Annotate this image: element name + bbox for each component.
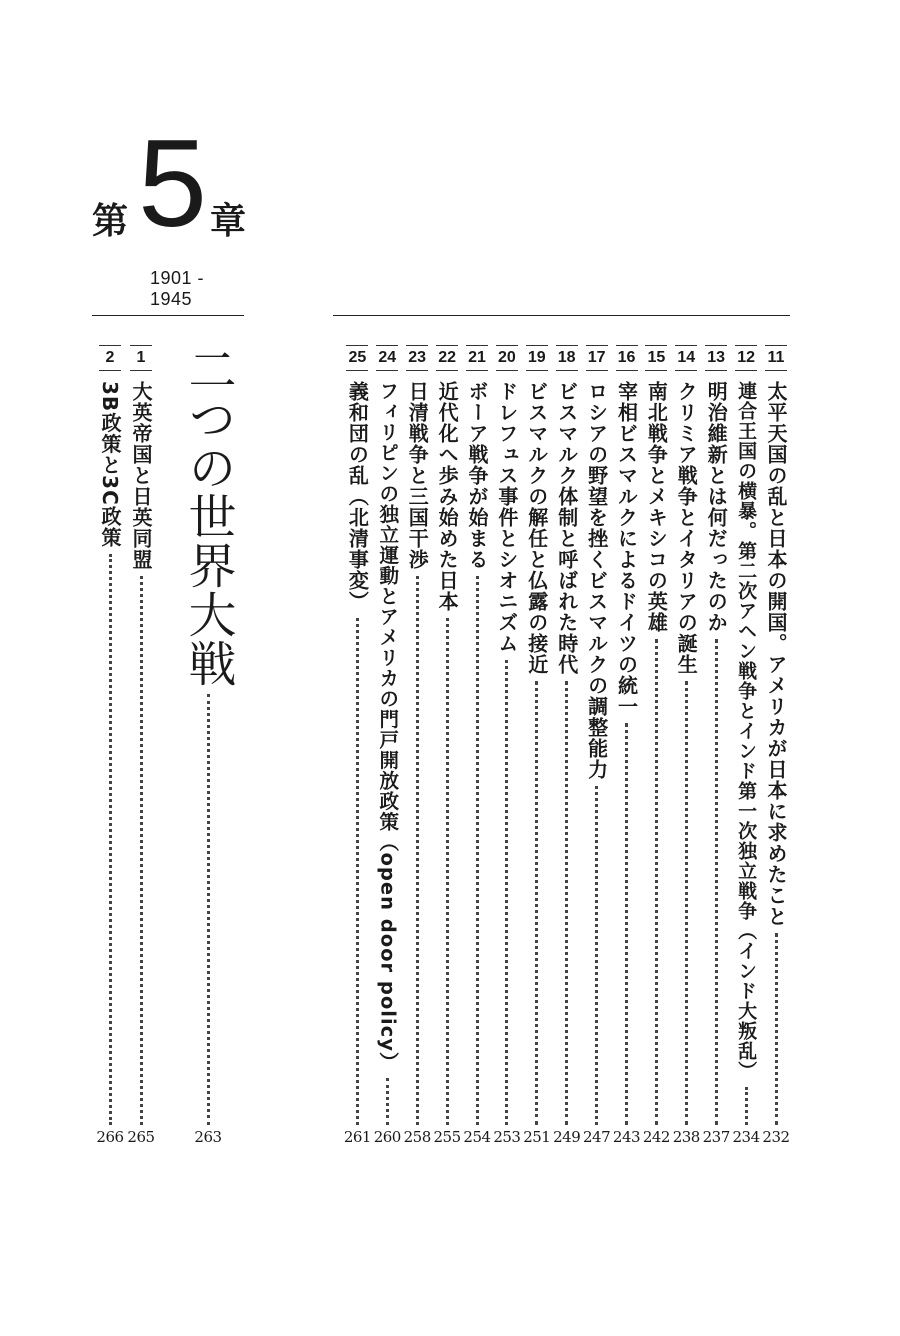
toc-entry[interactable] (127, 345, 155, 1125)
dot-leader (416, 576, 419, 1125)
entry-number: 22 (436, 345, 458, 371)
dot-leader (386, 1078, 389, 1125)
entry-title: 3B政策と3C政策 (98, 381, 122, 548)
chapter-suffix: 章 (210, 201, 247, 242)
page-number: 263 (194, 1128, 222, 1146)
dot-leader (655, 639, 658, 1125)
page-number: 251 (523, 1128, 551, 1146)
dot-leader (356, 618, 359, 1125)
page-number: 255 (433, 1128, 461, 1146)
toc-entry[interactable] (642, 345, 670, 1125)
entry-title: 明治維新とは何だったのか (704, 381, 729, 633)
entry-number: 16 (616, 345, 638, 371)
entry-number: 18 (556, 345, 578, 371)
page-number: 265 (127, 1128, 155, 1146)
entry-title: ボーア戦争が始まる (465, 381, 489, 570)
dot-leader (476, 576, 479, 1125)
entry-title: クリミア戦争とイタリアの誕生 (674, 381, 699, 675)
page-number: 232 (762, 1128, 790, 1146)
entry-number: 1 (130, 345, 152, 371)
page-number: 254 (463, 1128, 491, 1146)
dot-leader (715, 639, 718, 1125)
dot-leader (535, 681, 538, 1125)
toc-entry[interactable] (493, 345, 521, 1125)
entry-number: 11 (765, 345, 787, 371)
entry-title: フィリピンの独立運動とアメリカの門戸開放政策（open door policy） (376, 381, 400, 1073)
entry-number: 2 (99, 345, 121, 371)
page-number: 237 (702, 1128, 730, 1146)
toc-entry[interactable] (732, 345, 760, 1125)
entry-title: 南北戦争とメキシコの英雄 (644, 381, 669, 633)
entry-title: 近代化へ歩み始めた日本 (435, 381, 460, 612)
dot-leader (625, 723, 628, 1125)
entry-number: 14 (675, 345, 697, 371)
entry-title: 大英帝国と日英同盟 (129, 381, 153, 570)
part-title-column[interactable] (180, 345, 236, 1125)
part-title: 二つの世界大戦 (180, 345, 236, 688)
entry-number: 19 (526, 345, 548, 371)
page-number: 260 (373, 1128, 401, 1146)
dot-leader (745, 1087, 748, 1125)
entry-title: 日清戦争と三国干渉 (405, 381, 430, 570)
entry-title: ドレフュス事件とシオニズム (494, 381, 519, 654)
page-number: 253 (493, 1128, 521, 1146)
entry-number: 25 (346, 345, 368, 371)
entry-number: 12 (735, 345, 757, 371)
toc-entry[interactable] (96, 345, 124, 1125)
entry-number: 21 (466, 345, 488, 371)
page-numbers-row (0, 1128, 900, 1158)
entry-number: 23 (406, 345, 428, 371)
toc-entry[interactable] (762, 345, 790, 1125)
dot-leader (565, 681, 568, 1125)
chapter-prefix: 第 (92, 201, 129, 242)
entry-title: 太平天国の乱と日本の開国。アメリカが日本に求めたこと (764, 381, 788, 927)
page-number: 242 (642, 1128, 670, 1146)
entry-number: 20 (496, 345, 518, 371)
chapter-years: 1901 - 1945 (150, 268, 205, 309)
toc-entry[interactable] (433, 345, 461, 1125)
right-divider-rule (333, 315, 790, 316)
dot-leader (446, 618, 449, 1125)
entry-number: 24 (376, 345, 398, 371)
entry-number: 17 (586, 345, 608, 371)
toc-entry[interactable] (343, 345, 371, 1125)
page-number: 249 (553, 1128, 581, 1146)
chapter-heading (92, 115, 262, 260)
entry-number: 13 (705, 345, 727, 371)
dot-leader (685, 681, 688, 1125)
entry-title: 連合王国の横暴。第二次アヘン戦争とインド第一次独立戦争（インド大叛乱） (735, 381, 758, 1081)
page-number: 238 (672, 1128, 700, 1146)
page-number: 266 (96, 1128, 124, 1146)
page-number: 258 (403, 1128, 431, 1146)
page-number: 261 (343, 1128, 371, 1146)
dot-leader (505, 660, 508, 1125)
page-number: 234 (732, 1128, 760, 1146)
toc-entry[interactable] (523, 345, 551, 1125)
toc-entry[interactable] (613, 345, 641, 1125)
page-number: 247 (583, 1128, 611, 1146)
toc-entry[interactable] (403, 345, 431, 1125)
dot-leader (109, 554, 112, 1125)
entry-number: 15 (645, 345, 667, 371)
toc-entry[interactable] (373, 345, 401, 1125)
entry-title: ビスマルク体制と呼ばれた時代 (554, 381, 579, 675)
toc-entry[interactable] (463, 345, 491, 1125)
page-number: 243 (612, 1128, 641, 1146)
dot-leader (140, 576, 143, 1125)
entry-title: 宰相ビスマルクによるドイツの統一 (614, 381, 639, 717)
dot-leader (775, 933, 778, 1125)
toc-entry[interactable] (553, 345, 581, 1125)
entry-title: 義和団の乱（北清事変） (345, 381, 370, 612)
entry-title: ロシアの野望を挫くビスマルクの調整能力 (584, 381, 609, 780)
entry-title: ビスマルクの解任と仏露の接近 (524, 381, 549, 675)
chapter-number: 5 (138, 115, 205, 253)
toc-entry[interactable] (583, 345, 611, 1125)
toc-entry[interactable] (702, 345, 730, 1125)
toc-entry[interactable] (672, 345, 700, 1125)
dot-leader (207, 694, 210, 1125)
dot-leader (595, 786, 598, 1125)
left-divider-rule (92, 315, 244, 316)
